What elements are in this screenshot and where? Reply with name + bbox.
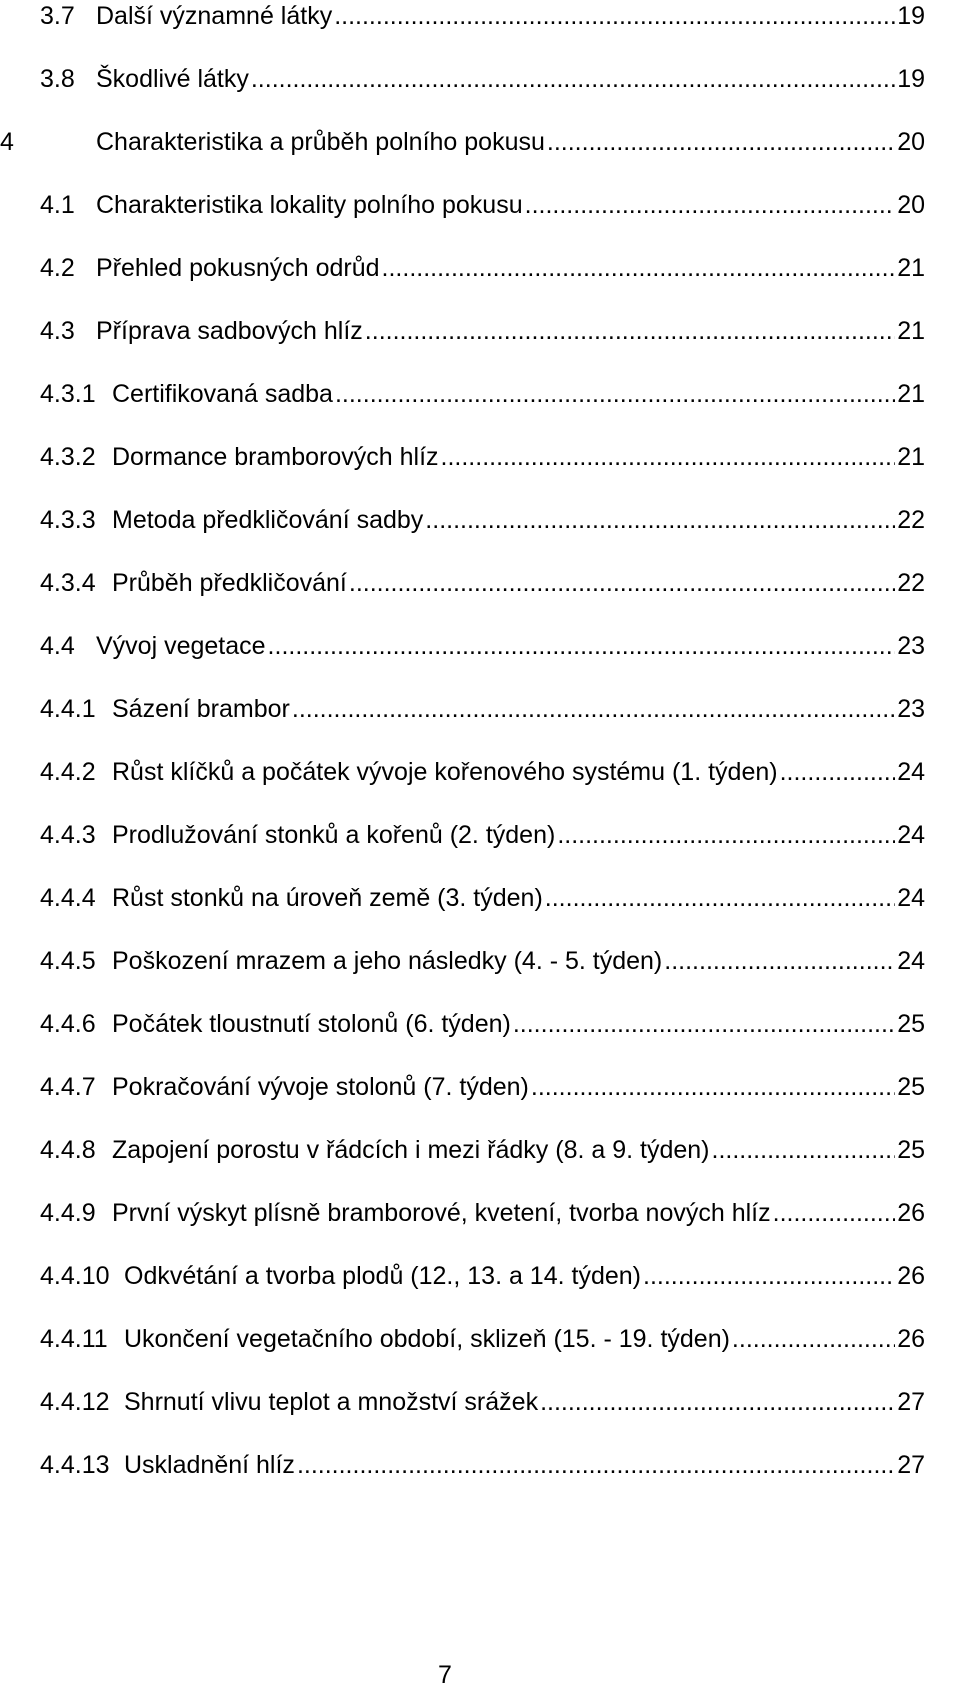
toc-entry[interactable] xyxy=(0,1193,960,1233)
toc-entry-page: 21 xyxy=(897,317,925,345)
toc-entry-page: 21 xyxy=(897,443,925,471)
toc-entry[interactable] xyxy=(0,1445,960,1485)
toc-entry-number: 4.4.4 xyxy=(40,884,96,912)
toc-leader-dots xyxy=(425,500,895,540)
toc-entry-number: 4.4.6 xyxy=(40,1010,96,1038)
toc-leader-dots xyxy=(335,374,895,414)
toc-entry-number: 4.4.12 xyxy=(40,1388,110,1416)
toc-entry-page: 23 xyxy=(897,632,925,660)
toc-entry-number: 3.7 xyxy=(40,2,75,30)
toc-entry-page: 27 xyxy=(897,1451,925,1479)
toc-entry-number: 4.4.1 xyxy=(40,695,96,723)
toc-entry-title: Shrnutí vlivu teplot a množství srážek xyxy=(124,1388,539,1416)
toc-entry-page: 19 xyxy=(897,65,925,93)
toc-entry-page: 25 xyxy=(897,1073,925,1101)
toc-entry-number: 4.4.8 xyxy=(40,1136,96,1164)
toc-entry[interactable] xyxy=(0,1319,960,1359)
toc-leader-dots xyxy=(773,1193,896,1233)
toc-leader-dots xyxy=(441,437,896,477)
toc-entry-number: 4.4.11 xyxy=(40,1325,108,1353)
toc-entry-number: 4.3.3 xyxy=(40,506,96,534)
toc-entry-title: Zapojení porostu v řádcích i mezi řádky (8. a 9. týden) xyxy=(112,1136,710,1164)
toc-entry-page: 27 xyxy=(897,1388,925,1416)
toc-leader-dots xyxy=(382,248,896,288)
toc-leader-dots xyxy=(292,689,895,729)
toc-entry-title: Charakteristika a průběh polního pokusu xyxy=(96,128,545,156)
toc-entry-title: První výskyt plísně bramborové, kvetení, tvorba nových hlíz xyxy=(112,1199,771,1227)
page-number: 7 xyxy=(438,1661,452,1689)
toc-entry-title: Pokračování vývoje stolonů (7. týden) xyxy=(112,1073,529,1101)
toc-leader-dots xyxy=(732,1319,895,1359)
toc-entry[interactable] xyxy=(0,1256,960,1296)
toc-leader-dots xyxy=(712,1130,896,1170)
toc-entry-title: Dormance bramborových hlíz xyxy=(112,443,439,471)
toc-entry-number: 4.4 xyxy=(40,632,75,660)
toc-leader-dots xyxy=(513,1004,895,1044)
toc-entry-page: 21 xyxy=(897,380,925,408)
toc-leader-dots xyxy=(349,563,895,603)
toc-entry-title: Uskladnění hlíz xyxy=(124,1451,295,1479)
toc-entry-page: 26 xyxy=(897,1262,925,1290)
toc-entry-number: 4.4.10 xyxy=(40,1262,110,1290)
toc-entry-title: Průběh předkličování xyxy=(112,569,347,597)
toc-entry[interactable] xyxy=(0,500,960,540)
toc-entry[interactable] xyxy=(0,122,960,162)
toc-entry-page: 25 xyxy=(897,1136,925,1164)
toc-entry[interactable] xyxy=(0,689,960,729)
toc-leader-dots xyxy=(365,311,895,351)
toc-entry[interactable] xyxy=(0,311,960,351)
toc-leader-dots xyxy=(531,1067,895,1107)
toc-entry[interactable] xyxy=(0,815,960,855)
toc-entry-page: 23 xyxy=(897,695,925,723)
toc-entry-page: 20 xyxy=(897,128,925,156)
toc-leader-dots xyxy=(334,0,895,36)
toc-entry-page: 22 xyxy=(897,506,925,534)
toc-entry[interactable] xyxy=(0,437,960,477)
toc-entry-title: Charakteristika lokality polního pokusu xyxy=(96,191,523,219)
toc-entry-page: 21 xyxy=(897,254,925,282)
toc-entry-number: 4.3 xyxy=(40,317,75,345)
toc-entry[interactable] xyxy=(0,248,960,288)
toc-leader-dots xyxy=(547,122,895,162)
toc-leader-dots xyxy=(268,626,896,666)
toc-entry-number: 4.1 xyxy=(40,191,75,219)
toc-entry-title: Přehled pokusných odrůd xyxy=(96,254,380,282)
toc-entry[interactable] xyxy=(0,563,960,603)
toc-entry-title: Metoda předkličování sadby xyxy=(112,506,424,534)
toc-entry-page: 24 xyxy=(897,821,925,849)
toc-entry-title: Příprava sadbových hlíz xyxy=(96,317,363,345)
toc-entry[interactable] xyxy=(0,941,960,981)
toc-entry-page: 19 xyxy=(897,2,925,30)
toc-leader-dots xyxy=(251,59,895,99)
toc-entry-title: Vývoj vegetace xyxy=(96,632,266,660)
toc-entry[interactable] xyxy=(0,1004,960,1044)
toc-entry[interactable] xyxy=(0,0,960,36)
toc-leader-dots xyxy=(525,185,896,225)
toc-entry-number: 4.4.5 xyxy=(40,947,96,975)
toc-entry-page: 24 xyxy=(897,758,925,786)
toc-entry-page: 24 xyxy=(897,947,925,975)
toc-entry-number: 4.4.3 xyxy=(40,821,96,849)
toc-entry[interactable] xyxy=(0,1130,960,1170)
toc-entry-page: 24 xyxy=(897,884,925,912)
toc-entry-title: Růst stonků na úroveň země (3. týden) xyxy=(112,884,543,912)
toc-entry[interactable] xyxy=(0,185,960,225)
toc-entry-page: 20 xyxy=(897,191,925,219)
toc-entry-page: 26 xyxy=(897,1325,925,1353)
toc-entry-number: 4.4.7 xyxy=(40,1073,96,1101)
toc-entry-number: 4.4.13 xyxy=(40,1451,110,1479)
toc-entry-title: Certifikovaná sadba xyxy=(112,380,333,408)
toc-leader-dots xyxy=(643,1256,895,1296)
toc-leader-dots xyxy=(557,815,895,855)
toc-entry-title: Škodlivé látky xyxy=(96,65,249,93)
toc-entry-title: Odkvétání a tvorba plodů (12., 13. a 14. týden) xyxy=(124,1262,641,1290)
toc-entry-page: 26 xyxy=(897,1199,925,1227)
toc-entry[interactable] xyxy=(0,626,960,666)
toc-entry-number: 4 xyxy=(0,128,14,156)
toc-entry-number: 3.8 xyxy=(40,65,75,93)
toc-leader-dots xyxy=(540,1382,895,1422)
toc-entry[interactable] xyxy=(0,752,960,792)
toc-entry-number: 4.3.4 xyxy=(40,569,96,597)
toc-leader-dots xyxy=(780,752,896,792)
toc-leader-dots xyxy=(545,878,895,918)
toc-entry[interactable] xyxy=(0,374,960,414)
toc-entry-title: Ukončení vegetačního období, sklizeň (15. - 19. týden) xyxy=(124,1325,730,1353)
toc-entry-title: Růst klíčků a počátek vývoje kořenového systému (1. týden) xyxy=(112,758,778,786)
toc-entry-title: Prodlužování stonků a kořenů (2. týden) xyxy=(112,821,556,849)
toc-entry-title: Poškození mrazem a jeho následky (4. - 5. týden) xyxy=(112,947,663,975)
toc-entry[interactable] xyxy=(0,59,960,99)
toc-entry[interactable] xyxy=(0,1382,960,1422)
toc-entry-title: Sázení brambor xyxy=(112,695,290,723)
toc-leader-dots xyxy=(664,941,895,981)
toc-entry-title: Další významné látky xyxy=(96,2,333,30)
toc-entry[interactable] xyxy=(0,1067,960,1107)
toc-leader-dots xyxy=(297,1445,895,1485)
toc-entry[interactable] xyxy=(0,878,960,918)
toc-entry-page: 25 xyxy=(897,1010,925,1038)
toc-entry-number: 4.4.2 xyxy=(40,758,96,786)
toc-entry-page: 22 xyxy=(897,569,925,597)
toc-entry-number: 4.3.2 xyxy=(40,443,96,471)
toc-entry-number: 4.4.9 xyxy=(40,1199,96,1227)
toc-entry-number: 4.2 xyxy=(40,254,75,282)
toc-entry-title: Počátek tloustnutí stolonů (6. týden) xyxy=(112,1010,511,1038)
toc-entry-number: 4.3.1 xyxy=(40,380,96,408)
